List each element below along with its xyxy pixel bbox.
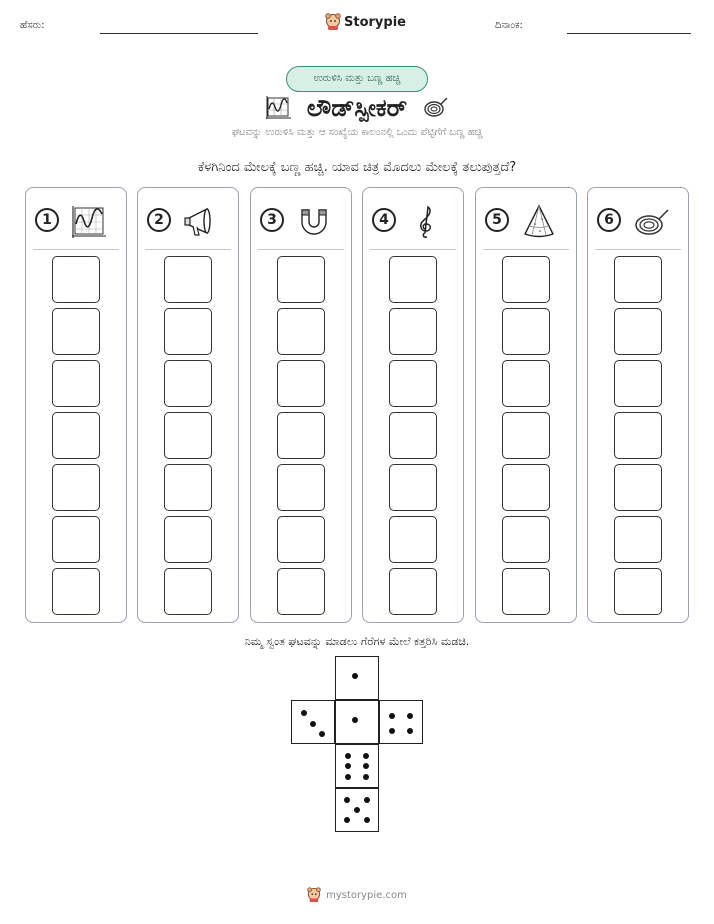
title-row (0, 94, 714, 122)
cone-icon (519, 204, 559, 240)
column-3 (250, 187, 352, 623)
color-box[interactable] (164, 516, 212, 563)
color-box[interactable] (164, 568, 212, 615)
color-box[interactable] (614, 256, 662, 303)
color-box[interactable] (277, 412, 325, 459)
brand-name: Storypie (344, 14, 406, 30)
color-box[interactable] (502, 568, 550, 615)
color-box[interactable] (389, 464, 437, 511)
color-box[interactable] (52, 360, 100, 407)
page-title: ಲೌಡ್‌ಸ್ಪೀಕರ್ (306, 94, 408, 122)
color-box[interactable] (502, 360, 550, 407)
color-box[interactable] (502, 256, 550, 303)
color-box[interactable] (52, 412, 100, 459)
column-1 (25, 187, 127, 623)
color-box[interactable] (614, 516, 662, 563)
color-box[interactable] (52, 464, 100, 511)
die-face (335, 788, 379, 832)
color-box[interactable] (164, 256, 212, 303)
column-number: 3 (260, 208, 284, 232)
color-box[interactable] (164, 308, 212, 355)
color-box[interactable] (164, 464, 212, 511)
color-box[interactable] (389, 308, 437, 355)
column-number: 5 (485, 208, 509, 232)
color-box[interactable] (502, 308, 550, 355)
column-number: 4 (372, 208, 396, 232)
color-box[interactable] (614, 464, 662, 511)
color-box[interactable] (614, 412, 662, 459)
horseshoe-magnet-icon (294, 204, 334, 240)
color-box[interactable] (502, 464, 550, 511)
color-box[interactable] (164, 360, 212, 407)
color-box[interactable] (52, 568, 100, 615)
date-field-line[interactable] (567, 33, 691, 34)
color-box[interactable] (389, 516, 437, 563)
coiled-wire-icon (631, 204, 671, 240)
die-face (379, 700, 423, 744)
color-box[interactable] (277, 516, 325, 563)
column-4 (362, 187, 464, 623)
color-box[interactable] (614, 568, 662, 615)
color-box[interactable] (277, 360, 325, 407)
footer (0, 887, 714, 903)
die-face (335, 744, 379, 788)
cut-instruction: ನಿಮ್ಮ ಸ್ವಂತ ಘಟವನ್ನು ಮಾಡಲು ಗೆರೆಗಳ ಮೇಲೆ ಕತ್ತರಿಸಿ ಮಡಚಿ. (244, 635, 470, 648)
color-box[interactable] (614, 308, 662, 355)
color-box[interactable] (389, 360, 437, 407)
color-box[interactable] (277, 464, 325, 511)
color-box[interactable] (502, 412, 550, 459)
treble-clef-icon (406, 204, 446, 240)
coiled-wire-icon (421, 95, 449, 121)
color-box[interactable] (52, 256, 100, 303)
column-2 (137, 187, 239, 623)
megaphone-icon (181, 204, 221, 240)
color-box[interactable] (389, 568, 437, 615)
brand-logo (325, 13, 406, 31)
color-box[interactable] (389, 256, 437, 303)
die-face (335, 700, 379, 744)
oscilloscope-graph-icon (265, 95, 293, 121)
die-face (335, 656, 379, 700)
activity-pill: ಉರುಳಿಸಿ ಮತ್ತು ಬಣ್ಣ ಹಚ್ಚಿ (286, 66, 428, 92)
color-box[interactable] (164, 412, 212, 459)
color-box[interactable] (389, 412, 437, 459)
color-box[interactable] (52, 308, 100, 355)
storypie-mascot-icon (325, 13, 341, 31)
date-label: ದಿನಾಂಕ: (495, 20, 523, 31)
color-box[interactable] (52, 516, 100, 563)
color-box[interactable] (502, 516, 550, 563)
column-5 (475, 187, 577, 623)
die-face (291, 700, 335, 744)
color-box[interactable] (277, 568, 325, 615)
instructions-subtitle: ಘಟವನ್ನು ಉರುಳಿಸಿ ಮತ್ತು ಆ ಸಂಖ್ಯೆಯ ಕಾಲಂನಲ್ಲಿ ಒಂದು ಪೆಟ್ಟಿಗೆಗೆ ಬಣ್ಣ ಹಚ್ಚಿ (231, 127, 483, 138)
question-text: ಕೆಳಗಿನಿಂದ ಮೇಲಕ್ಕೆ ಬಣ್ಣ ಹಚ್ಚಿ. ಯಾವ ಚಿತ್ರ ಮೊದಲು ಮೇಲಕ್ಕೆ ತಲುಪುತ್ತದೆ? (197, 160, 517, 175)
color-box[interactable] (614, 360, 662, 407)
color-box[interactable] (277, 256, 325, 303)
column-number: 6 (597, 208, 621, 232)
oscilloscope-graph-icon (69, 204, 109, 240)
column-number: 1 (35, 208, 59, 232)
name-field-line[interactable] (100, 33, 258, 34)
storypie-mascot-icon (307, 887, 321, 903)
footer-url[interactable]: mystorypie.com (326, 889, 407, 901)
name-label: ಹೆಸರು: (20, 20, 45, 31)
color-box[interactable] (277, 308, 325, 355)
column-number: 2 (147, 208, 171, 232)
column-6 (587, 187, 689, 623)
